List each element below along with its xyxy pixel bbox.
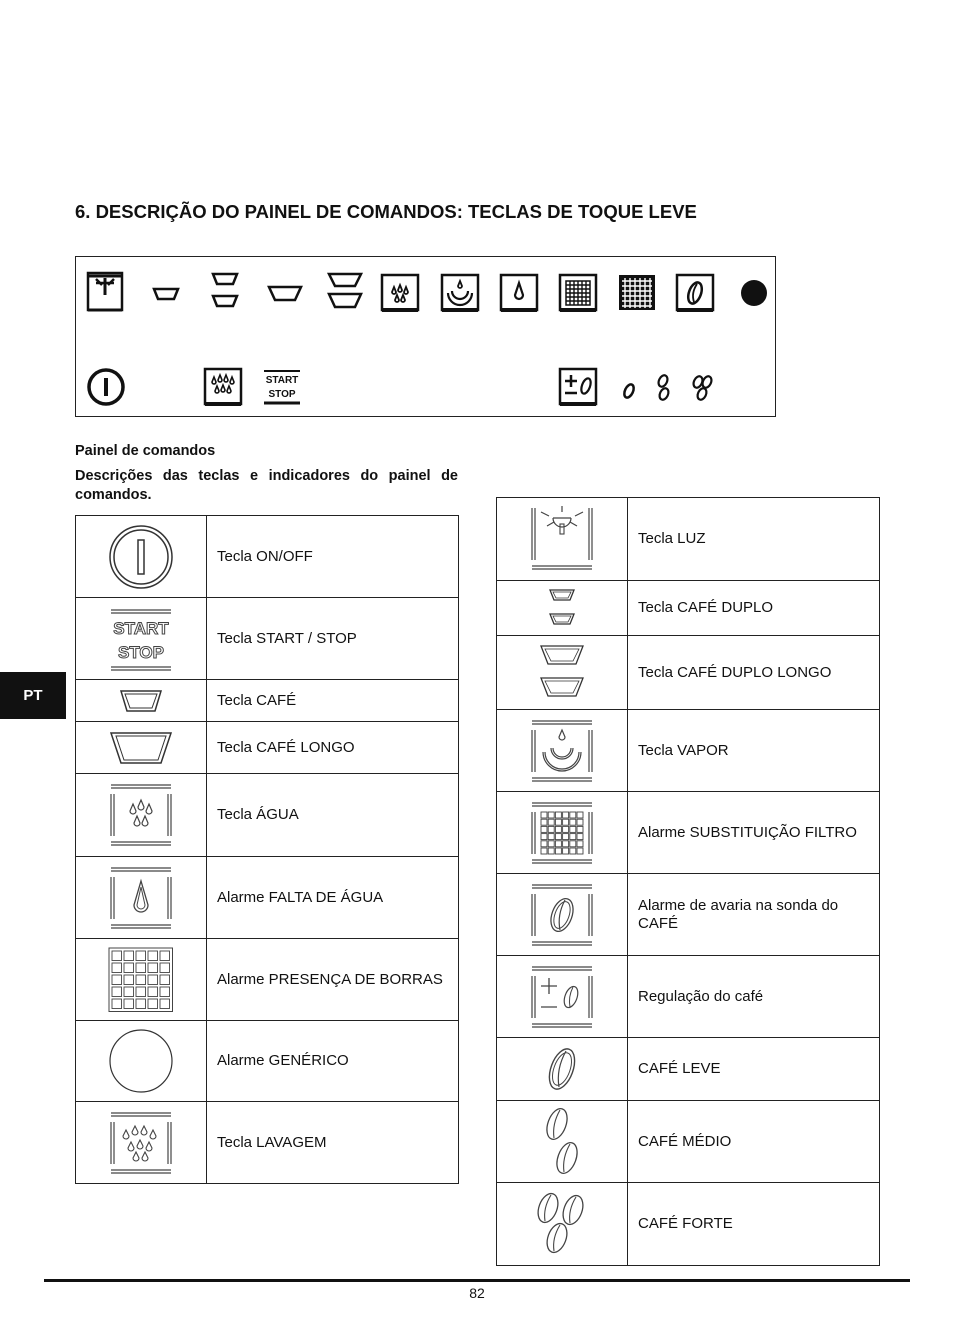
cup-icon	[154, 289, 178, 299]
start-stop-icon	[264, 371, 300, 403]
table-row	[76, 598, 459, 680]
double-cup-icon	[497, 581, 628, 636]
table-row-label: Alarme GENÉRICO	[207, 1021, 459, 1102]
bean-2-icon	[497, 1101, 628, 1183]
table-row	[497, 636, 880, 710]
start-stop-icon	[76, 598, 207, 680]
table-row	[497, 956, 880, 1038]
table-row-label: Tecla CAFÉ DUPLO	[628, 581, 880, 636]
table-row	[497, 1183, 880, 1266]
bean-3-icon	[497, 1183, 628, 1266]
double-cup-icon	[213, 274, 237, 306]
table-row	[497, 792, 880, 874]
table-row-label: Tecla START / STOP	[207, 598, 459, 680]
svg-text:START: START	[265, 375, 299, 386]
table-row-label: Alarme SUBSTITUIÇÃO FILTRO	[628, 792, 880, 874]
bean-3-icon	[692, 375, 713, 401]
table-row	[76, 680, 459, 722]
coffee-bean-icon	[677, 275, 713, 310]
table-row	[76, 1021, 459, 1102]
water-drop-icon	[501, 275, 537, 310]
svg-text:START: START	[113, 618, 169, 638]
table-row	[497, 581, 880, 636]
table-row-label: Tecla LAVAGEM	[207, 1102, 459, 1184]
table-row-label: Tecla LUZ	[628, 498, 880, 581]
filter-icon	[619, 275, 655, 310]
power-icon	[89, 370, 123, 404]
steam-icon	[497, 710, 628, 792]
grounds-icon	[560, 275, 596, 310]
footer-rule	[44, 1279, 910, 1282]
table-row-label: Alarme PRESENÇA DE BORRAS	[207, 939, 459, 1021]
table-row-label: Tecla CAFÉ	[207, 680, 459, 722]
table-row	[76, 939, 459, 1021]
rinse-icon	[76, 1102, 207, 1184]
table-row-label: Tecla ON/OFF	[207, 516, 459, 598]
coffee-adjust-icon	[497, 956, 628, 1038]
long-cup-icon	[76, 722, 207, 774]
table-row-label: CAFÉ FORTE	[628, 1183, 880, 1266]
page-number: 82	[469, 1285, 485, 1301]
table-row-label: Tecla CAFÉ DUPLO LONGO	[628, 636, 880, 710]
steam-icon	[442, 275, 478, 310]
section-title: 6. DESCRIÇÃO DO PAINEL DE COMANDOS: TECLAS DE TOQUE LEVE	[75, 201, 697, 222]
filter-icon	[497, 792, 628, 874]
language-tab: PT	[0, 672, 66, 719]
table-row	[497, 498, 880, 581]
bean-2-icon	[657, 374, 670, 401]
svg-text:STOP: STOP	[268, 389, 296, 400]
water-drop-icon	[76, 857, 207, 939]
bean-1-icon	[497, 1038, 628, 1101]
table-row	[497, 874, 880, 956]
double-long-cup-icon	[497, 636, 628, 710]
table-row	[76, 1102, 459, 1184]
svg-text:STOP: STOP	[118, 642, 164, 662]
table-row-label: Alarme de avaria na sonda do CAFÉ	[628, 874, 880, 956]
table-row	[497, 710, 880, 792]
table-row-label: Regulação do café	[628, 956, 880, 1038]
generic-alarm-icon	[76, 1021, 207, 1102]
table-row	[76, 516, 459, 598]
water-icon	[76, 774, 207, 857]
long-cup-icon	[269, 287, 301, 300]
table-row-label: Tecla ÁGUA	[207, 774, 459, 857]
table-row	[497, 1101, 880, 1183]
water-icon	[382, 275, 418, 310]
table-row	[76, 722, 459, 774]
keys-table-left	[75, 515, 459, 1184]
table-row	[497, 1038, 880, 1101]
table-row-label: CAFÉ MÉDIO	[628, 1101, 880, 1183]
coffee-bean-icon	[497, 874, 628, 956]
table-row-label: Tecla VAPOR	[628, 710, 880, 792]
double-long-cup-icon	[329, 274, 361, 307]
coffee-adjust-icon	[560, 369, 596, 404]
light-icon	[497, 498, 628, 581]
rinse-icon	[205, 369, 241, 404]
keys-table-right	[496, 497, 880, 1266]
generic-alarm-icon	[741, 280, 767, 306]
power-icon	[76, 516, 207, 598]
table-row-label: CAFÉ LEVE	[628, 1038, 880, 1101]
light-icon	[88, 273, 122, 310]
table-row	[76, 774, 459, 857]
control-panel-diagram	[75, 256, 776, 417]
table-row-label: Tecla CAFÉ LONGO	[207, 722, 459, 774]
table-row	[76, 857, 459, 939]
bean-1-icon	[622, 383, 635, 399]
panel-caption: Painel de comandos	[75, 443, 216, 459]
table-caption: Descrições das teclas e indicadores do painel de comandos.	[75, 468, 458, 503]
table-row-label: Alarme FALTA DE ÁGUA	[207, 857, 459, 939]
grounds-icon	[76, 939, 207, 1021]
cup-icon	[76, 680, 207, 722]
